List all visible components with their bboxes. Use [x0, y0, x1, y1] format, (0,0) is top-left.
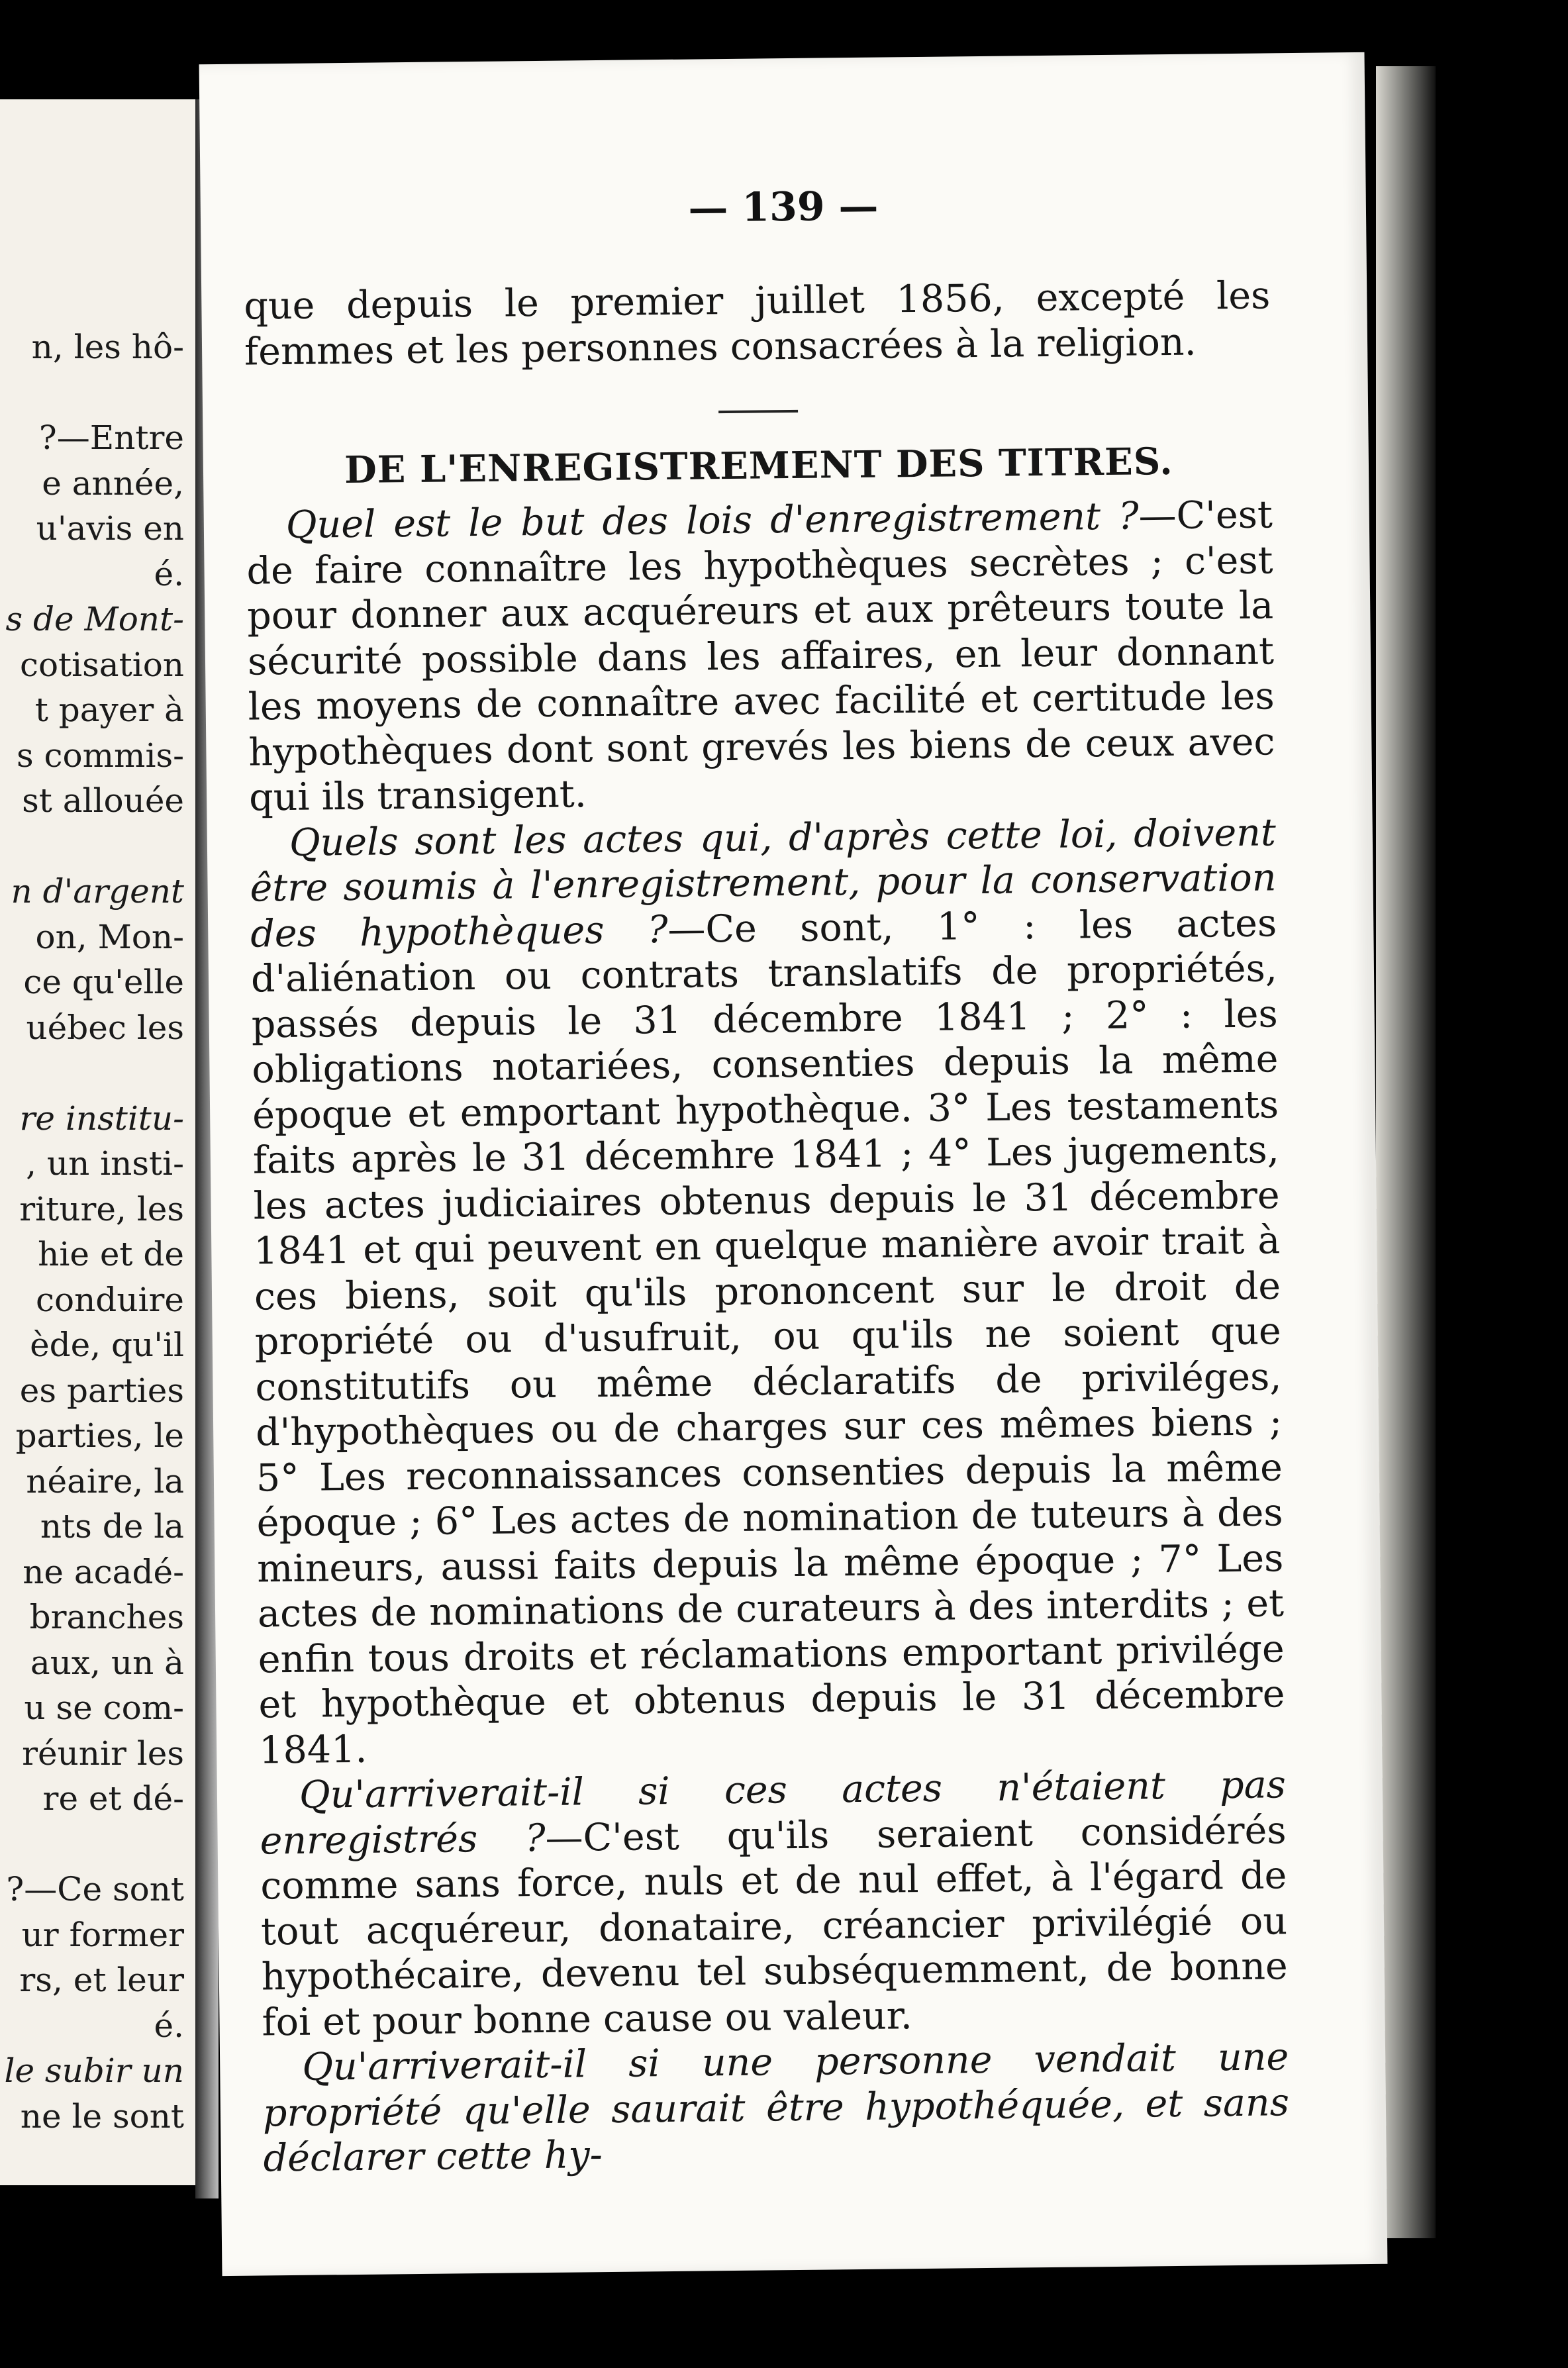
qa-paragraph: [246, 492, 1275, 820]
qa-paragraph: [260, 1762, 1289, 2045]
book-page: [199, 52, 1388, 2276]
facing-page-line: hie et de: [38, 1235, 184, 1273]
facing-page-line: s commis-: [16, 736, 184, 775]
facing-page-line: re institu-: [19, 1099, 184, 1138]
facing-page-text-column: [0, 324, 184, 2139]
answer-text: —Ce sont, 1° : les actes d'aliénation ou contrats translatifs de propriétés, passés depuis le 31 décembre 1841 ; 2° : les obligations notariées, consenties depuis la même époque et emportant hypothèque. 3° Les testaments faits après le 31 décemhre 1841 ; 4° Les jugements, les actes judiciaires obtenus depuis le 31 décembre 1841 et qui peuvent en quelque manière avoir trait à ces biens, soit qu'ils prononcent sur le droit de propriété ou d'usufruit, ou qu'ils ne soient que constitutifs ou même déclaratifs de priviléges, d'hypothèques ou de charges sur ces mêmes biens ; 5° Les reconnaissances consenties depuis la même époque ; 6° Les actes de nomination de tuteurs à des mineurs, aussi faits depuis la même époque ; 7° Les actes de nominations de curateurs à des interdits ; et enfin tous droits et réclamations emportant privilége et hypothèque et obtenus depuis le 31 décembre 1841.: [250, 901, 1285, 1772]
facing-page-line: parties, le: [15, 1416, 184, 1455]
answer-text: —C'est de faire connaître les hypothèques secrètes ; c'est pour donner aux acquéreurs et aux prêteurs toute la sécurité possible dans les affaires, en leur donnant les moyens de connaître avec facilité et certitude les hypothèques dont sont grevés les biens de ceux avec qui ils transigent.: [246, 493, 1275, 820]
facing-page-line: t payer à: [34, 691, 184, 729]
facing-page-line: n d'argent: [11, 872, 184, 911]
facing-page-line: n, les hô-: [31, 328, 184, 366]
facing-page-line: [0, 370, 184, 416]
section-divider: [718, 410, 798, 413]
facing-page-line: e année,: [42, 464, 184, 503]
facing-page-line: ?—Ce sont: [6, 1870, 184, 1908]
answer-text: —C'est qu'ils seraient considérés comme sans force, nuls et de nul effet, à l'égard de tout acquéreur, donataire, créancier privilégié ou hypothécaire, devenu tel subséquemment, de bonne foi et pour bonne cause ou valeur.: [260, 1808, 1289, 2044]
page-edge: [1376, 66, 1436, 2238]
facing-page-line: s de Mont-: [5, 600, 184, 638]
facing-page-line: réunir les: [22, 1734, 184, 1773]
facing-page-line: [0, 824, 184, 869]
facing-page-line: é.: [154, 2006, 184, 2045]
question-text: Quels sont les actes qui, d'après cette loi, doivent être soumis à l'enregistrement, pour la conservation des hypothèques ?: [250, 810, 1277, 956]
facing-page-line: ce qu'elle: [23, 963, 184, 1001]
facing-page-line: uébec les: [26, 1008, 184, 1047]
facing-page-line: ne le sont: [20, 2097, 184, 2136]
intro-paragraph: que depuis le premier juillet 1856, excepté les femmes et les personnes consacrées à la religion.: [244, 273, 1271, 374]
facing-page-line: branches: [29, 1598, 184, 1636]
facing-page-line: [0, 1822, 184, 1867]
facing-page-line: , un insti-: [26, 1144, 184, 1183]
facing-page-line: on, Mon-: [35, 917, 184, 956]
facing-page-line: ne acadé-: [23, 1552, 184, 1591]
facing-page-line: u'avis en: [36, 509, 184, 548]
facing-page-line: st allouée: [22, 781, 184, 820]
qa-paragraph: [262, 2034, 1290, 2181]
facing-page-line: ?—Entre: [38, 419, 184, 457]
page-number: — 139 —: [687, 183, 879, 232]
facing-page-line: ède, qu'il: [30, 1326, 184, 1364]
facing-page-line: conduire: [36, 1280, 184, 1319]
facing-page-line: [0, 1050, 184, 1096]
facing-page-line: aux, un à: [30, 1643, 184, 1682]
question-text: Qu'arriverait-il si ces actes n'étaient pas enregistrés ?: [260, 1763, 1287, 1863]
facing-page: [0, 99, 199, 2185]
facing-page-line: riture, les: [19, 1189, 184, 1228]
facing-page-line: u se com-: [24, 1689, 184, 1727]
facing-page-line: néaire, la: [26, 1461, 184, 1501]
facing-page-line: rs, et leur: [19, 1961, 184, 1999]
facing-page-line: ur former: [21, 1915, 184, 1954]
question-text: Qu'arriverait-il si une personne vendait une propriété qu'elle saurait être hypothéquée, et sans déclarer cette hy-: [262, 2035, 1290, 2181]
facing-page-line: é.: [154, 554, 184, 593]
section-heading: DE L'ENREGISTREMENT DES TITRES.: [344, 439, 1174, 493]
qa-paragraph: [250, 810, 1286, 1773]
facing-page-line: es parties: [19, 1371, 184, 1410]
facing-page-line: re et dé-: [42, 1779, 184, 1818]
page-body: [244, 273, 1290, 2181]
facing-page-line: cotisation: [19, 645, 184, 684]
question-text: Quel est le but des lois d'enregistrement ?: [285, 494, 1139, 547]
facing-page-line: le subir un: [4, 2051, 184, 2090]
facing-page-line: nts de la: [40, 1507, 184, 1546]
